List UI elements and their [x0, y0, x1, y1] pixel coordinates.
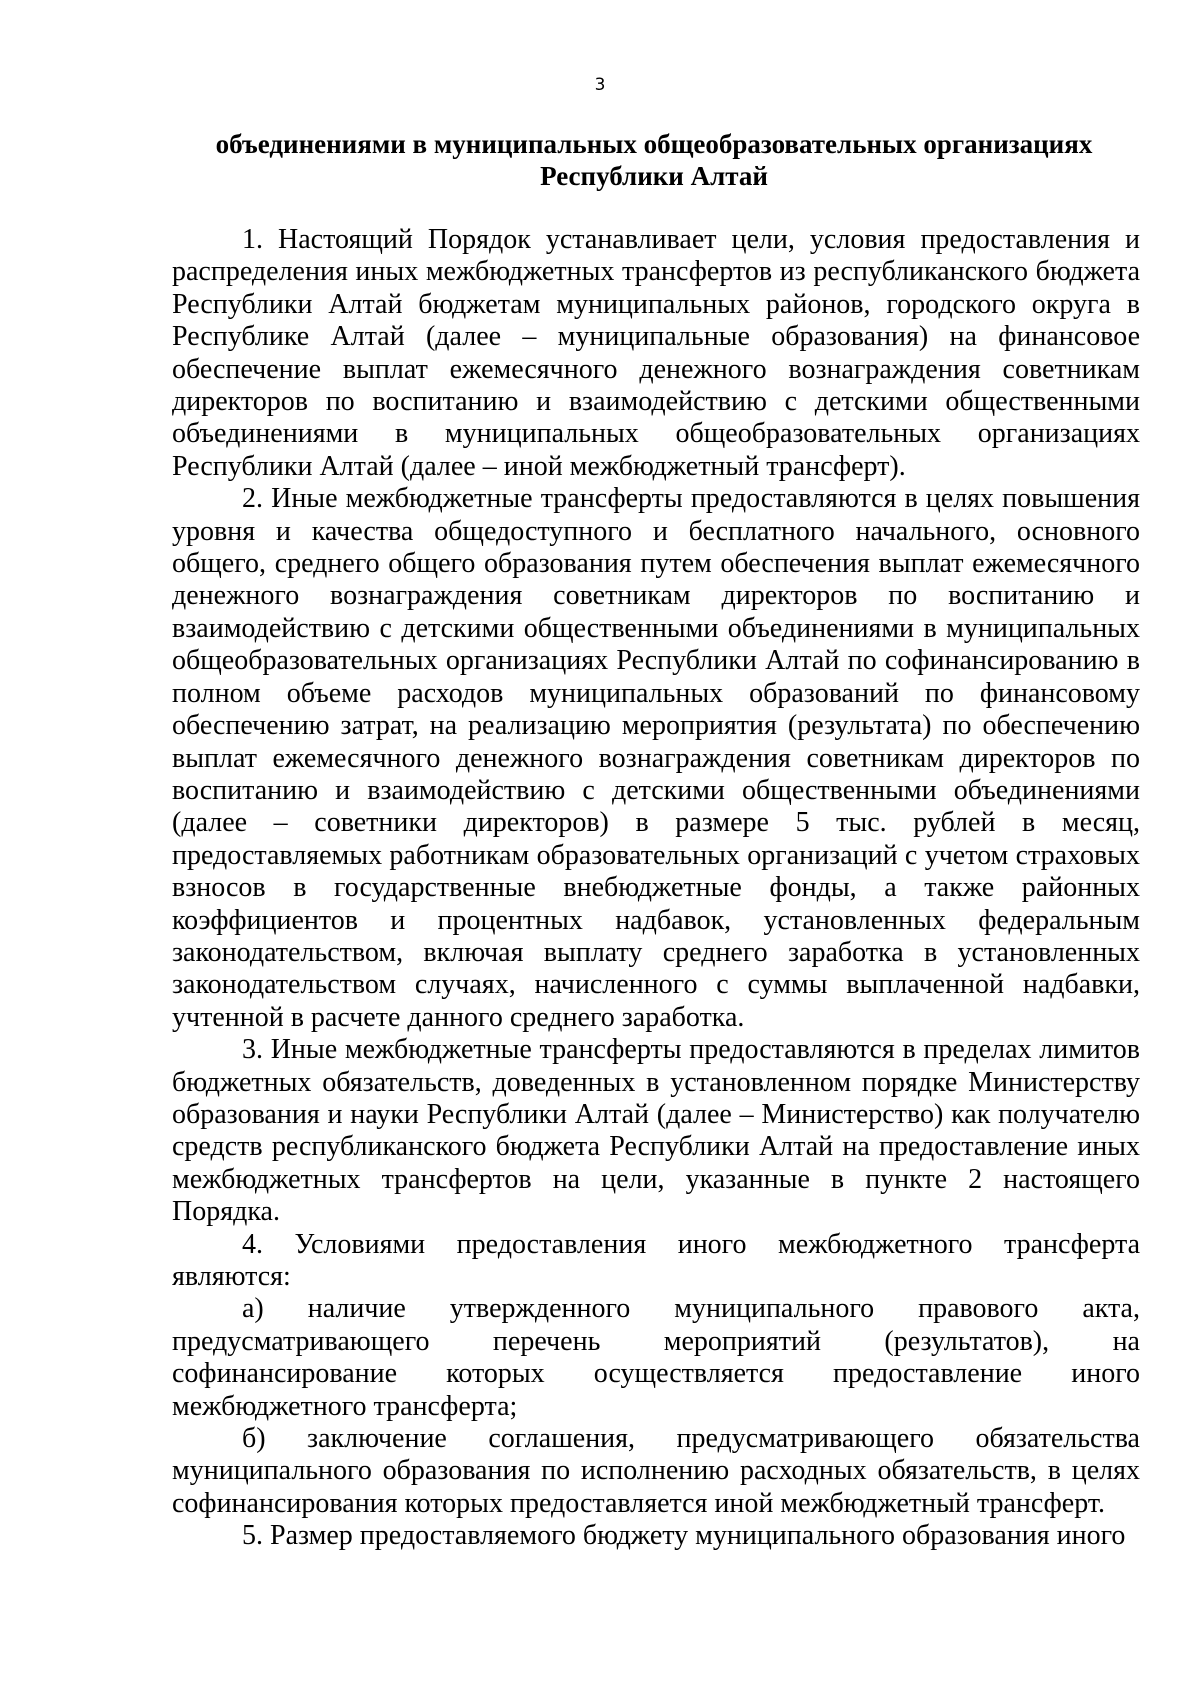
- paragraph-4: 4. Условиями предоставления иного межбюджетного трансферта являются:: [172, 1228, 1140, 1292]
- document-body: [172, 224, 1140, 1553]
- paragraph-4a: а) наличие утвержденного муниципального правового акта, предусматривающего перечень мероприятий (результатов), на софинансирование которых осуществляется предоставление иного межбюджетного трансферта;: [172, 1293, 1140, 1422]
- section-heading: [172, 128, 1136, 192]
- paragraph-2: 2. Иные межбюджетные трансферты предоставляются в целях повышения уровня и качества общедоступного и бесплатного начального, основного общего, среднего общего образования путем обеспечения выплат ежемесячного денежного вознаграждения советникам директоров по воспитанию и взаимодействию с детскими общественными объединениями в муниципальных общеобразовательных организациях Республики Алтай по софинансированию в полном объеме расходов муниципальных образований по финансовому обеспечению затрат, на реализацию мероприятия (результата) по обеспечению выплат ежемесячного денежного вознаграждения советникам директоров по воспитанию и взаимодействию с детскими общественными объединениями (далее – советники директоров) в размере 5 тыс. рублей в месяц, предоставляемых работникам образовательных организаций с учетом страховых взносов в государственные внебюджетные фонды, а также районных коэффициентов и процентных надбавок, установленных федеральным законодательством, включая выплату среднего заработка в установленных законодательством случаях, начисленного с суммы выплаченной надбавки, учтенной в расчете данного среднего заработка.: [172, 483, 1140, 1033]
- heading-line-2: Республики Алтай: [540, 161, 768, 191]
- heading-line-1: объединениями в муниципальных общеобразовательных организациях: [215, 129, 1093, 159]
- paragraph-1: 1. Настоящий Порядок устанавливает цели, условия предоставления и распределения иных межбюджетных трансфертов из республиканского бюджета Республики Алтай бюджетам муниципальных районов, городского округа в Республике Алтай (далее – муниципальные образования) на финансовое обеспечение выплат ежемесячного денежного вознаграждения советникам директоров по воспитанию и взаимодействию с детскими общественными объединениями в муниципальных общеобразовательных организациях Республики Алтай (далее – иной межбюджетный трансферт).: [172, 224, 1140, 482]
- page-number: 3: [594, 75, 606, 95]
- paragraph-3: 3. Иные межбюджетные трансферты предоставляются в пределах лимитов бюджетных обязательств, доведенных в установленном порядке Министерству образования и науки Республики Алтай (далее – Министерство) как получателю средств республиканского бюджета Республики Алтай на предоставление иных межбюджетных трансфертов на цели, указанные в пункте 2 настоящего Порядка.: [172, 1034, 1140, 1228]
- paragraph-5: 5. Размер предоставляемого бюджету муниципального образования иного: [242, 1520, 1126, 1552]
- paragraph-4b: б) заключение соглашения, предусматривающего обязательства муниципального образования по исполнению расходных обязательств, в целях софинансирования которых предоставляется иной межбюджетный трансферт.: [172, 1423, 1140, 1519]
